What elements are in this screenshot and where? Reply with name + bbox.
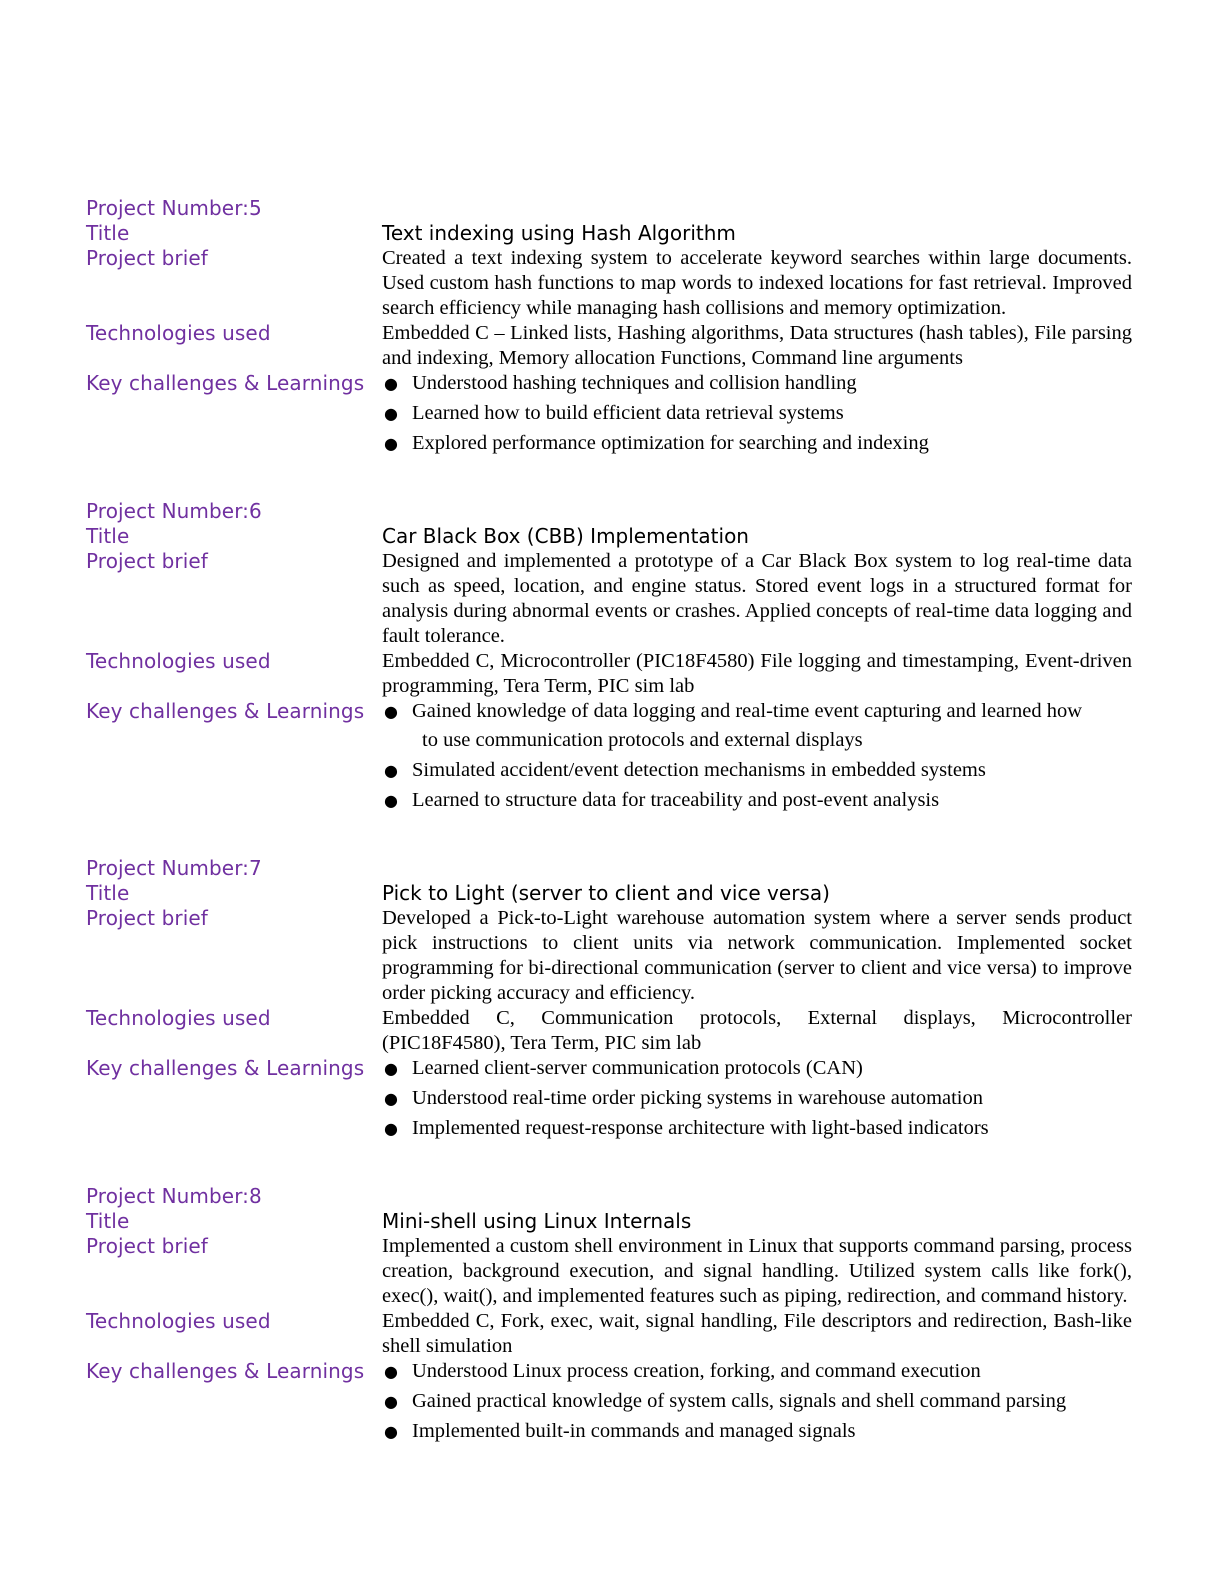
tech-row [86, 1309, 1132, 1359]
learning-text: Gained knowledge of data logging and real-time event capturing and learned how [412, 700, 1082, 722]
brief-label: Project brief [86, 246, 208, 270]
project-list [86, 196, 1132, 1449]
bullet-icon: ● [384, 1362, 398, 1381]
learning-text: Understood real-time order picking systems in warehouse automation [412, 1087, 984, 1109]
learnings-list [382, 1359, 1132, 1444]
learnings-row [86, 1359, 1132, 1449]
list-item [382, 788, 1132, 813]
project-brief: Designed and implemented a prototype of a Car Black Box system to log real-time data such as speed, location, and engine status. Stored event logs in a structured format for analysis during abnormal events or crashes. Applied concepts of real-time data logging and fault tolerance. [382, 550, 1132, 647]
project-number-row [86, 856, 1132, 881]
title-label: Title [86, 881, 130, 905]
learning-text: Learned how to build efficient data retrieval systems [412, 402, 844, 424]
bullet-icon: ● [384, 1392, 398, 1411]
learnings-label: Key challenges & Learnings [86, 1056, 365, 1080]
title-row [86, 1209, 1132, 1234]
project-technologies: Embedded C – Linked lists, Hashing algorithms, Data structures (hash tables), File parsing and indexing, Memory allocation Functions, Command line arguments [382, 322, 1132, 369]
title-label: Title [86, 1209, 130, 1233]
bullet-icon: ● [384, 1422, 398, 1441]
list-item [382, 699, 1132, 753]
brief-row [86, 1234, 1132, 1309]
learnings-row [86, 371, 1132, 461]
tech-row [86, 649, 1132, 699]
tech-row [86, 1006, 1132, 1056]
title-row [86, 221, 1132, 246]
brief-row [86, 906, 1132, 1006]
learning-text: Learned client-server communication protocols (CAN) [412, 1057, 863, 1079]
project-technologies: Embedded C, Fork, exec, wait, signal handling, File descriptors and redirection, Bash-like shell simulation [382, 1310, 1132, 1357]
title-label: Title [86, 221, 130, 245]
tech-label: Technologies used [86, 321, 271, 345]
learnings-list [382, 371, 1132, 456]
tech-label: Technologies used [86, 649, 271, 673]
list-item [382, 1419, 1132, 1444]
learning-text: Gained practical knowledge of system calls, signals and shell command parsing [412, 1390, 1067, 1412]
list-item [382, 1086, 1132, 1111]
learning-text: Understood Linux process creation, forking, and command execution [412, 1360, 981, 1382]
learnings-list [382, 1056, 1132, 1141]
list-item [382, 401, 1132, 426]
project-title: Pick to Light (server to client and vice versa) [382, 881, 830, 905]
project-brief: Implemented a custom shell environment in Linux that supports command parsing, process creation, background execution, and signal handling. Utilized system calls like fork(), exec(), wait(), and implemented features such as piping, redirection, and command history. [382, 1235, 1132, 1307]
project-section-8 [86, 1184, 1132, 1449]
project-number-row [86, 196, 1132, 221]
learnings-label: Key challenges & Learnings [86, 371, 365, 395]
list-item [382, 1056, 1132, 1081]
bullet-icon: ● [384, 791, 398, 810]
bullet-icon: ● [384, 434, 398, 453]
bullet-icon: ● [384, 374, 398, 393]
list-item [382, 758, 1132, 783]
learnings-row [86, 699, 1132, 818]
tech-row [86, 321, 1132, 371]
list-item [382, 1359, 1132, 1384]
learning-text: Simulated accident/event detection mechanisms in embedded systems [412, 759, 986, 781]
project-title: Mini-shell using Linux Internals [382, 1209, 692, 1233]
bullet-icon: ● [384, 1119, 398, 1138]
bullet-icon: ● [384, 761, 398, 780]
list-item [382, 431, 1132, 456]
project-section-7 [86, 856, 1132, 1146]
list-item [382, 1116, 1132, 1141]
project-technologies: Embedded C, Communication protocols, External displays, Microcontroller (PIC18F4580), Tera Term, PIC sim lab [382, 1007, 1132, 1054]
project-number-label: Project Number:7 [86, 856, 262, 880]
bullet-icon: ● [384, 1059, 398, 1078]
learnings-list [382, 699, 1132, 813]
tech-label: Technologies used [86, 1309, 271, 1333]
brief-row [86, 246, 1132, 321]
project-section-5 [86, 196, 1132, 461]
bullet-icon: ● [384, 404, 398, 423]
learnings-list-wrap [382, 371, 1132, 461]
title-row [86, 524, 1132, 549]
brief-label: Project brief [86, 1234, 208, 1258]
learning-text: Explored performance optimization for searching and indexing [412, 432, 929, 454]
project-brief: Developed a Pick-to-Light warehouse automation system where a server sends product pick instructions to client units via network communication. Implemented socket programming for bi-directional communication (server to client and vice versa) to improve order picking accuracy and efficiency. [382, 907, 1132, 1004]
project-section-6 [86, 499, 1132, 818]
learning-text: Implemented request-response architecture with light-based indicators [412, 1117, 989, 1139]
project-brief: Created a text indexing system to accelerate keyword searches within large documents. Used custom hash functions to map words to indexed locations for fast retrieval. Improved search efficiency while managing hash collisions and memory optimization. [382, 247, 1132, 319]
learnings-row [86, 1056, 1132, 1146]
brief-label: Project brief [86, 549, 208, 573]
title-row [86, 881, 1132, 906]
learnings-list-wrap [382, 699, 1132, 818]
brief-label: Project brief [86, 906, 208, 930]
bullet-icon: ● [384, 702, 398, 721]
learning-text: Understood hashing techniques and collision handling [412, 372, 857, 394]
project-number-label: Project Number:8 [86, 1184, 262, 1208]
brief-row [86, 549, 1132, 649]
learnings-list-wrap [382, 1359, 1132, 1449]
title-label: Title [86, 524, 130, 548]
project-number-row [86, 1184, 1132, 1209]
list-item [382, 371, 1132, 396]
learnings-list-wrap [382, 1056, 1132, 1146]
project-number-label: Project Number:6 [86, 499, 262, 523]
learning-text: Implemented built-in commands and managed signals [412, 1420, 856, 1442]
project-title: Text indexing using Hash Algorithm [382, 221, 736, 245]
tech-label: Technologies used [86, 1006, 271, 1030]
bullet-icon: ● [384, 1089, 398, 1108]
learning-text-continued: to use communication protocols and external displays [422, 729, 863, 751]
project-number-row [86, 499, 1132, 524]
learnings-label: Key challenges & Learnings [86, 1359, 365, 1383]
list-item [382, 1389, 1132, 1414]
project-title: Car Black Box (CBB) Implementation [382, 524, 749, 548]
project-number-label: Project Number:5 [86, 196, 262, 220]
learnings-label: Key challenges & Learnings [86, 699, 365, 723]
project-technologies: Embedded C, Microcontroller (PIC18F4580) File logging and timestamping, Event-driven programming, Tera Term, PIC sim lab [382, 650, 1132, 697]
learning-text: Learned to structure data for traceability and post-event analysis [412, 789, 940, 811]
